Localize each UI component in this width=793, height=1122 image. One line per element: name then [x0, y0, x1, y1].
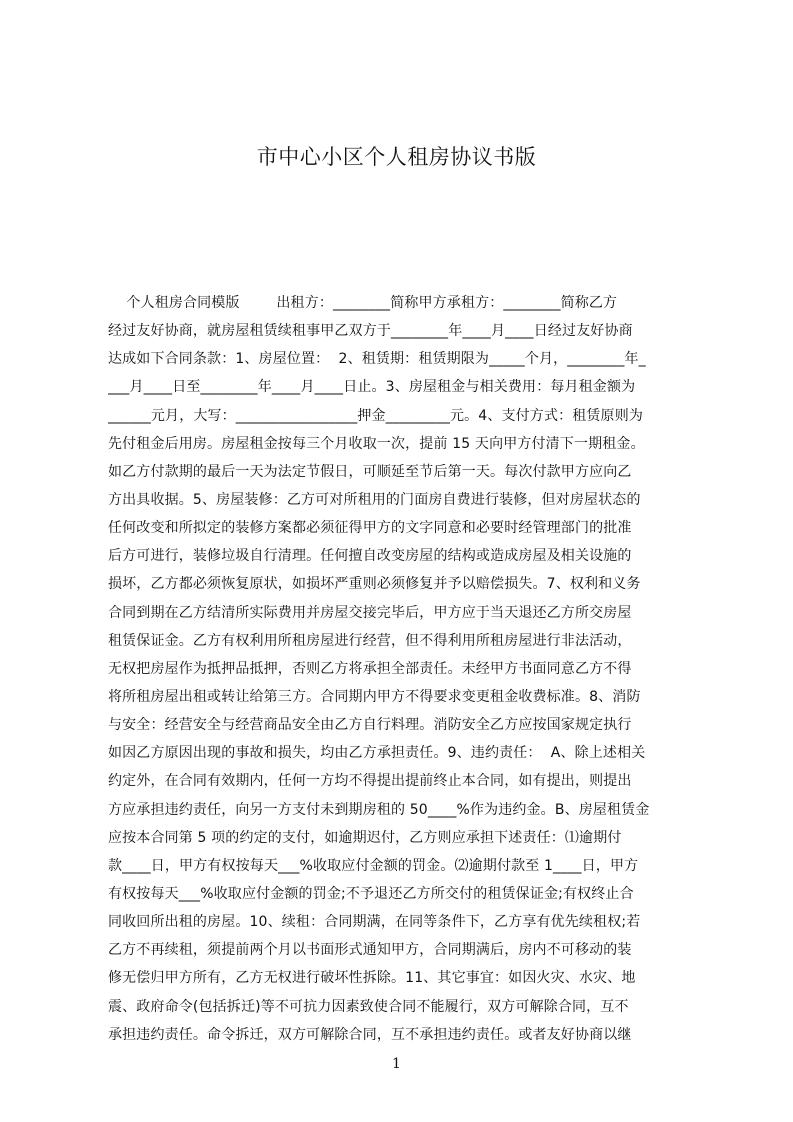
text-line: 损坏，乙方都必须恢复原状，如损坏严重则必须修复并予以赔偿损失。7、权利和义务 [108, 576, 641, 593]
text-line: 如因乙方原因出现的事故和损失，均由乙方承担责任。9、违约责任： A、除上述相关 [108, 745, 646, 762]
document-title: 市中心小区个人租房协议书版 [256, 145, 537, 169]
page-number: 1 [392, 1056, 401, 1072]
text-line: 方出具收据。5、房屋装修：乙方可对所租用的门面房自费进行装修，但对房屋状态的 [108, 491, 641, 508]
text-line: 应按本合同第 5 项的约定的支付，如逾期迟付，乙方则应承担下述责任：⑴逾期付 [108, 829, 622, 846]
text-line: ___月____日至________年____月____日止。3、房屋租金与相关费用：每月租金额为 [108, 379, 636, 396]
text-line: 先付租金后用房。房屋租金按每三个月收取一次，提前 15 天向甲方付清下一期租金。 [108, 435, 645, 452]
text-line: ______元月，大写：_________________押金_________元。4、支付方式：租赁原则为 [108, 407, 644, 424]
text-line: 修无偿归甲方所有，乙方无权进行破坏性拆除。11、其它事宜：如因火灾、水灾、地 [108, 970, 636, 987]
text-line: 有权按每天___%收取应付金额的罚金;不予退还乙方所交付的租赁保证金;有权终止合 [108, 885, 634, 902]
text-line: 承担违约责任。命令拆迁，双方可解除合同，互不承担违约责任。或者友好协商以继 [108, 1026, 632, 1043]
text-line: 款____日，甲方有权按每天___%收取应付金额的罚金。⑵逾期付款至 1____日，甲方 [108, 857, 639, 874]
text-line: 租赁保证金。乙方有权利用所租房屋进行经营，但不得利用所租房屋进行非法活动， [108, 632, 632, 649]
text-line: 合同到期在乙方结清所实际费用并房屋交接完毕后，甲方应于当天退还乙方所交房屋 [108, 604, 632, 621]
text-line: 后方可进行，装修垃圾自行清理。任何擅自改变房屋的结构或造成房屋及相关设施的 [108, 548, 632, 565]
text-line: 个人租房合同模版 出租方：________简称甲方承租方：________简称乙方 [108, 295, 618, 311]
text-line: 方应承担违约责任，向另一方支付未到期房租的 50____%作为违约金。B、房屋租赁金 [108, 801, 650, 818]
contract-body [108, 289, 698, 1069]
text-line: 同收回所出租的房屋。10、续租：合同期满，在同等条件下，乙方享有优先续租权;若 [108, 914, 641, 931]
text-line: 达成如下合同条款：1、房屋位置： 2、租赁期：租赁期限为_____个月，________年_ [108, 351, 646, 368]
text-line: 将所租房屋出租或转让给第三方。合同期内甲方不得要求变更租金收费标准。8、消防 [108, 688, 641, 705]
text-line: 任何改变和所拟定的装修方案都必须征得甲方的文字同意和必要时经管理部门的批准 [108, 520, 632, 537]
text-line: 无权把房屋作为抵押品抵押，否则乙方将承担全部责任。未经甲方书面同意乙方不得 [108, 660, 632, 677]
text-line: 如乙方付款期的最后一天为法定节假日，可顺延至节后第一天。每次付款甲方应向乙 [108, 463, 632, 480]
text-line: 乙方不再续租，须提前两个月以书面形式通知甲方，合同期满后，房内不可移动的装 [108, 942, 632, 959]
text-line: 约定外，在合同有效期内，任何一方均不得提出提前终止本合同，如有提出，则提出 [108, 773, 632, 790]
text-line: 经过友好协商，就房屋租赁续租事甲乙双方于________年____月____日经过友好协商 [108, 323, 633, 340]
text-line: 与安全：经营安全与经营商品安全由乙方自行料理。消防安全乙方应按国家规定执行 [108, 717, 632, 734]
text-line: 震、政府命令(包括拆迁)等不可抗力因素致使合同不能履行，双方可解除合同，互不 [108, 998, 629, 1015]
